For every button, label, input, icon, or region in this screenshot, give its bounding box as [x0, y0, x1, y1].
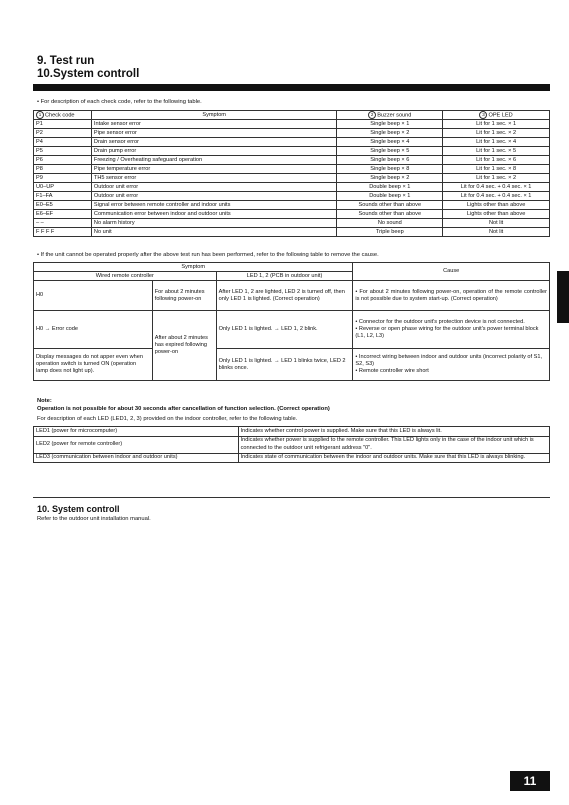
note-label: Note: [37, 398, 52, 404]
led-header: LED 1, 2 (PCB in outdoor unit) [216, 272, 353, 281]
cause-header: Cause [353, 263, 550, 281]
buzzer-sound: Single beep × 8 [337, 165, 443, 174]
display-h0-error: H0 → Error code [34, 311, 153, 349]
symptom-header: Symptom [34, 263, 353, 272]
led-state-blink: Only LED 1 is lighted. → LED 1 blinks twice, LED 2 blinks once. [216, 349, 353, 381]
side-tab [557, 271, 569, 323]
circled-number: 2 [368, 111, 376, 119]
led-description: Indicates whether control power is supplied. Make sure that this LED is always lit. [238, 427, 549, 437]
divider [33, 497, 550, 498]
ope-led: Lights other than above [443, 201, 550, 210]
symptom: Drain pump error [91, 147, 337, 156]
ope-led: Lit for 1 sec. × 5 [443, 147, 550, 156]
ope-led: Not lit [443, 228, 550, 237]
check-code: P1 [34, 120, 92, 129]
ope-led: Lit for 1 sec. × 2 [443, 129, 550, 138]
header-check-code [34, 111, 92, 120]
check-code: E6–EF [34, 210, 92, 219]
check-code-row [34, 174, 550, 183]
led-row [34, 427, 550, 437]
page-number: 11 [510, 771, 550, 791]
symptom: No alarm history [91, 219, 337, 228]
wired-remote-header: Wired remote controller [34, 272, 217, 281]
ope-led: Lit for 1 sec. × 2 [443, 174, 550, 183]
header-label: Check code [45, 112, 75, 119]
cause-item: • Connector for the outdoor unit's protection device is not connected. [355, 319, 525, 325]
system-controll-text: Refer to the outdoor unit installation manual. [37, 516, 151, 522]
led-name: LED2 (power for remote controller) [34, 436, 239, 453]
symptom: Intake sensor error [91, 120, 337, 129]
check-code-row [34, 183, 550, 192]
check-code: P9 [34, 174, 92, 183]
check-code: – – [34, 219, 92, 228]
section-heading-test-run: 9. Test run [37, 55, 95, 67]
symptom: Pipe sensor error [91, 129, 337, 138]
symptom-cause-table [33, 262, 550, 381]
note-bold-text: Operation is not possible for about 30 seconds after cancellation of function selection. (Correct operation) [37, 406, 330, 412]
check-code: E0–E5 [34, 201, 92, 210]
check-code-intro: • For description of each check code, refer to the following table. [37, 99, 202, 105]
ope-led: Lit for 1 sec. × 8 [443, 165, 550, 174]
display-h0: H0 [34, 281, 153, 311]
cause-item: • Incorrect wiring between indoor and outdoor units (incorrect polarity of S1, S2, S3) [355, 354, 543, 367]
cause-item: • Remote controller wire short [355, 368, 429, 374]
check-code: P4 [34, 138, 92, 147]
led-description-table [33, 426, 550, 463]
check-code-row [34, 201, 550, 210]
check-code-row [34, 228, 550, 237]
ope-led: Lit for 1 sec. × 6 [443, 156, 550, 165]
check-code: P8 [34, 165, 92, 174]
circled-number: 1 [36, 111, 44, 119]
led-description: Indicates state of communication between the indoor and outdoor units. Make sure that this LED is always blinking. [238, 453, 549, 463]
header-symptom: Symptom [91, 111, 337, 120]
symptom: Communication error between indoor and outdoor units [91, 210, 337, 219]
check-code-row [34, 219, 550, 228]
symptom: No unit [91, 228, 337, 237]
check-code-row [34, 120, 550, 129]
check-code-row [34, 129, 550, 138]
check-code-table [33, 110, 550, 237]
troubleshoot-intro: • If the unit cannot be operated properly after the above test run has been performed, refer to the following table to remove the cause. [37, 252, 379, 258]
buzzer-sound: Single beep × 6 [337, 156, 443, 165]
buzzer-sound: Double beep × 1 [337, 192, 443, 201]
check-code-row [34, 147, 550, 156]
display-no-message: Display messages do not apper even when operation switch is turned ON (operation lamp does not light up). [34, 349, 153, 381]
cause-wiring [353, 349, 550, 381]
heading-bar [33, 84, 550, 91]
check-code: P2 [34, 129, 92, 138]
symptom: Drain sensor error [91, 138, 337, 147]
note-led-intro: For description of each LED (LED1, 2, 3) provided on the indoor controller, refer to the following table. [37, 416, 298, 422]
cause-startup: • For about 2 minutes following power-on, operation of the remote controller is not possible due to system start-up. (Correct operation) [353, 281, 550, 311]
cause-protection [353, 311, 550, 349]
circled-number: 3 [479, 111, 487, 119]
check-code-header-row [34, 111, 550, 120]
symptom: Pipe temperature error [91, 165, 337, 174]
buzzer-sound: Single beep × 4 [337, 138, 443, 147]
buzzer-sound: Triple beep [337, 228, 443, 237]
check-code-row [34, 210, 550, 219]
header-label: Buzzer sound [377, 112, 412, 119]
section-heading-system-controll-2: 10. System controll [37, 504, 120, 514]
ope-led: Lit for 0.4 sec. + 0.4 sec. × 1 [443, 192, 550, 201]
section-heading-system-controll: 10.System controll [37, 68, 140, 80]
buzzer-sound: Single beep × 2 [337, 174, 443, 183]
led-state-error: Only LED 1 is lighted. → LED 1, 2 blink. [216, 311, 353, 349]
buzzer-sound: No sound [337, 219, 443, 228]
symptom: Signal error between remote controller and indoor units [91, 201, 337, 210]
check-code: U0–UP [34, 183, 92, 192]
header-buzzer [337, 111, 443, 120]
check-code-row [34, 165, 550, 174]
time-after-2-min: After about 2 minutes has expired following power-on [152, 311, 216, 381]
ope-led: Not lit [443, 219, 550, 228]
buzzer-sound: Sounds other than above [337, 210, 443, 219]
check-code: P5 [34, 147, 92, 156]
buzzer-sound: Sounds other than above [337, 201, 443, 210]
led-name: LED3 (communication between indoor and outdoor units) [34, 453, 239, 463]
led-state-startup: After LED 1, 2 are lighted, LED 2 is turned off, then only LED 1 is lighted. (Correct operation) [216, 281, 353, 311]
check-code-row [34, 138, 550, 147]
symptom: Outdoor unit error [91, 183, 337, 192]
ope-led: Lit for 1 sec. × 4 [443, 138, 550, 147]
ope-led: Lit for 0.4 sec. + 0.4 sec. × 1 [443, 183, 550, 192]
check-code-row [34, 192, 550, 201]
symptom: Outdoor unit error [91, 192, 337, 201]
ope-led: Lights other than above [443, 210, 550, 219]
header-ope-led [443, 111, 550, 120]
check-code: F1–FA [34, 192, 92, 201]
led-row [34, 436, 550, 453]
symptom: TH5 sensor error [91, 174, 337, 183]
led-row [34, 453, 550, 463]
check-code-row [34, 156, 550, 165]
buzzer-sound: Single beep × 1 [337, 120, 443, 129]
check-code: P6 [34, 156, 92, 165]
buzzer-sound: Single beep × 5 [337, 147, 443, 156]
buzzer-sound: Single beep × 2 [337, 129, 443, 138]
ope-led: Lit for 1 sec. × 1 [443, 120, 550, 129]
header-label: OPE LED [488, 112, 513, 119]
symptom: Freezing / Overheating safeguard operation [91, 156, 337, 165]
time-first-2-min: For about 2 minutes following power-on [152, 281, 216, 311]
led-description: Indicates whether power is supplied to the remote controller. This LED lights only in the case of the indoor unit which is connected to the outdoor unit refrigerant address "0". [238, 436, 549, 453]
cause-item: • Reverse or open phase wiring for the outdoor unit's power terminal block (L1, L2, L3) [355, 326, 539, 339]
buzzer-sound: Double beep × 1 [337, 183, 443, 192]
check-code: F F F F [34, 228, 92, 237]
led-name: LED1 (power for microcomputer) [34, 427, 239, 437]
